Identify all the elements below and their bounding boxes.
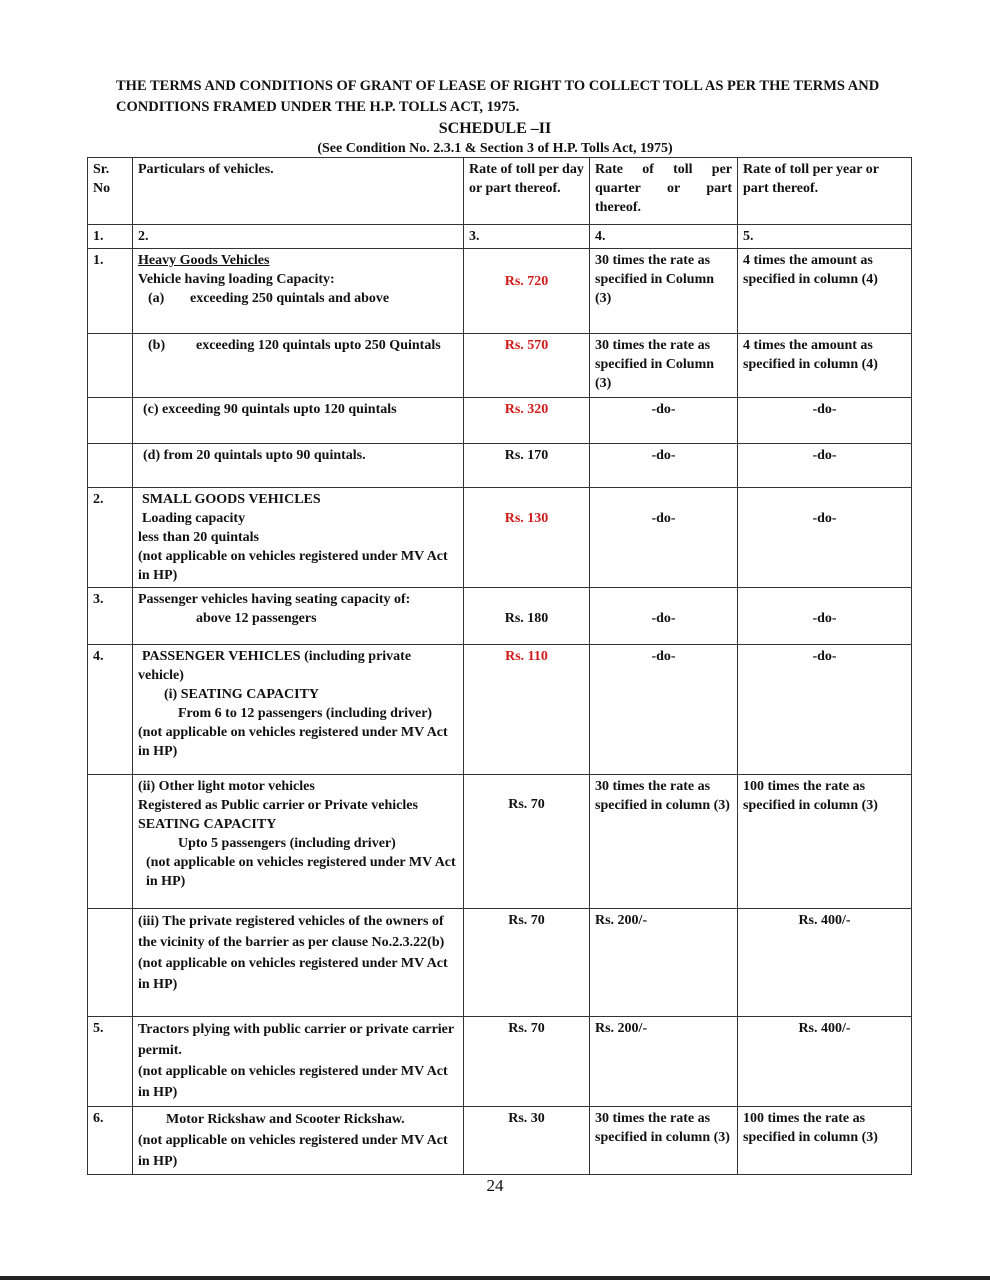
bottom-border	[0, 1276, 990, 1280]
particulars-line: PASSENGER VEHICLES (including private vehicle)	[138, 649, 412, 683]
table-row	[88, 775, 912, 909]
rate-per-quarter: -do-	[590, 398, 738, 444]
col-number: 3.	[464, 225, 590, 249]
table-row	[88, 1107, 912, 1175]
rate-per-quarter: -do-	[590, 444, 738, 488]
header-particulars: Particulars of vehicles.	[133, 158, 464, 225]
row-particulars	[133, 909, 464, 1017]
table-row	[88, 249, 912, 334]
see-condition: (See Condition No. 2.3.1 & Section 3 of H.P. Tolls Act, 1975)	[317, 141, 673, 156]
particulars-line: (not applicable on vehicles registered under MV Act in HP)	[138, 956, 448, 992]
particulars-line: exceeding 250 quintals and above	[190, 291, 390, 306]
schedule-title: SCHEDULE –II	[438, 120, 552, 137]
row-particulars	[133, 1017, 464, 1107]
particulars-line: Tractors plying with public carrier or private carrier permit.	[138, 1022, 454, 1058]
rate-per-day: Rs. 170	[464, 444, 590, 488]
rate-per-day: Rs. 720	[504, 274, 549, 289]
rate-per-day: Rs. 70	[464, 909, 590, 1017]
table-row	[88, 488, 912, 588]
row-particulars	[133, 488, 464, 588]
table-row	[88, 444, 912, 488]
rate-per-year: 4 times the amount as specified in column (4)	[738, 249, 912, 334]
particulars-line: less than 20 quintals	[138, 530, 259, 545]
particulars-line: SMALL GOODS VEHICLES	[142, 492, 321, 507]
row-particulars: (c) exceeding 90 quintals upto 120 quintals	[133, 398, 464, 444]
header-per-year: Rate of toll per year or part thereof.	[738, 158, 912, 225]
row-particulars	[133, 249, 464, 334]
row-particulars: (d) from 20 quintals upto 90 quintals.	[133, 444, 464, 488]
particulars-line: (iii) The private registered vehicles of the owners of the vicinity of the barrier as per clause No.2.3.22(b)	[138, 914, 445, 950]
table-row	[88, 1017, 912, 1107]
document-heading: THE TERMS AND CONDITIONS OF GRANT OF LEASE OF RIGHT TO COLLECT TOLL AS PER THE TERMS AND CONDITIONS FRAMED UNDER THE H.P. TOLLS ACT, 1975.	[116, 78, 880, 115]
rate-per-day: Rs. 70	[464, 775, 590, 909]
table-row	[88, 645, 912, 775]
rate-per-quarter: -do-	[590, 588, 738, 645]
particulars-line: Loading capacity	[142, 511, 246, 526]
particulars-line: SEATING CAPACITY	[138, 817, 277, 832]
rate-per-year: 4 times the amount as specified in column (4)	[738, 334, 912, 398]
rate-per-quarter: 30 times the rate as specified in Column (3)	[590, 334, 738, 398]
rate-per-year: Rs. 400/-	[738, 1017, 912, 1107]
particulars-line: Registered as Public carrier or Private vehicles	[138, 798, 418, 813]
row-particulars	[133, 588, 464, 645]
item-label: (a)	[148, 291, 165, 306]
item-label: (b)	[148, 338, 166, 353]
particulars-line: exceeding 120 quintals upto 250 Quintals	[196, 338, 441, 353]
rate-per-quarter: 30 times the rate as specified in Column (3)	[590, 249, 738, 334]
particulars-line: (i) SEATING CAPACITY	[164, 687, 320, 702]
rate-per-day: Rs. 110	[505, 649, 548, 664]
rate-per-year: 100 times the rate as specified in column (3)	[738, 775, 912, 909]
row-sr: 5.	[88, 1017, 133, 1107]
table-row	[88, 588, 912, 645]
row-sr: 3.	[88, 588, 133, 645]
particulars-line: above 12 passengers	[196, 611, 317, 626]
rate-per-day: Rs. 180	[464, 588, 590, 645]
particulars-line: From 6 to 12 passengers (including driver)	[178, 706, 433, 721]
header-row	[88, 158, 912, 225]
table-row	[88, 909, 912, 1017]
rate-per-year: -do-	[738, 444, 912, 488]
heavy-goods-title: Heavy Goods Vehicles	[138, 253, 270, 268]
rate-per-year: Rs. 400/-	[738, 909, 912, 1017]
rate-per-quarter: 30 times the rate as specified in column (3)	[590, 775, 738, 909]
header-per-quarter: Rate of toll per quarter or part thereof.	[590, 158, 738, 225]
row-sr: 1.	[88, 249, 133, 334]
particulars-line: Upto 5 passengers (including driver)	[178, 836, 396, 851]
rate-per-day: Rs. 70	[464, 1017, 590, 1107]
rate-per-year: -do-	[738, 398, 912, 444]
particulars-line: (not applicable on vehicles registered under MV Act in HP)	[138, 725, 448, 759]
rate-per-day: Rs. 130	[504, 511, 549, 526]
rate-per-year: -do-	[738, 588, 912, 645]
particulars-line: (not applicable on vehicles registered under MV Act in HP)	[138, 1064, 448, 1100]
rate-per-year: 100 times the rate as specified in column (3)	[738, 1107, 912, 1175]
rate-per-quarter: 30 times the rate as specified in column (3)	[590, 1107, 738, 1175]
toll-schedule-table	[87, 157, 912, 1175]
col-number: 4.	[590, 225, 738, 249]
rate-per-day: Rs. 570	[504, 338, 549, 353]
table-row	[88, 398, 912, 444]
rate-per-quarter: -do-	[590, 488, 738, 588]
table-row	[88, 334, 912, 398]
header-per-day: Rate of toll per day or part thereof.	[464, 158, 590, 225]
col-number: 1.	[88, 225, 133, 249]
particulars-line: (not applicable on vehicles registered under MV Act in HP)	[138, 549, 448, 583]
rate-per-year: -do-	[738, 645, 912, 775]
row-sr: 6.	[88, 1107, 133, 1175]
col-number: 2.	[133, 225, 464, 249]
row-particulars	[133, 645, 464, 775]
particulars-line: (ii) Other light motor vehicles	[138, 779, 315, 794]
header-sr: Sr. No	[88, 158, 133, 225]
rate-per-quarter: Rs. 200/-	[590, 909, 738, 1017]
rate-per-quarter: -do-	[590, 645, 738, 775]
rate-per-year: -do-	[738, 488, 912, 588]
col-number: 5.	[738, 225, 912, 249]
rate-per-day: Rs. 320	[504, 402, 549, 417]
column-number-row	[88, 225, 912, 249]
rate-per-day: Rs. 30	[464, 1107, 590, 1175]
page-number: 24	[486, 1176, 504, 1195]
row-sr: 2.	[88, 488, 133, 588]
rate-per-quarter: Rs. 200/-	[590, 1017, 738, 1107]
particulars-line: (not applicable on vehicles registered under MV Act in HP)	[138, 1133, 448, 1169]
particulars-line: (not applicable on vehicles registered under MV Act in HP)	[146, 855, 456, 889]
particulars-line: Motor Rickshaw and Scooter Rickshaw.	[166, 1112, 405, 1127]
particulars-line: Vehicle having loading Capacity:	[138, 272, 335, 287]
row-particulars	[133, 1107, 464, 1175]
row-particulars	[133, 334, 464, 398]
particulars-line: Passenger vehicles having seating capacity of:	[138, 592, 411, 607]
row-sr: 4.	[88, 645, 133, 775]
row-particulars	[133, 775, 464, 909]
